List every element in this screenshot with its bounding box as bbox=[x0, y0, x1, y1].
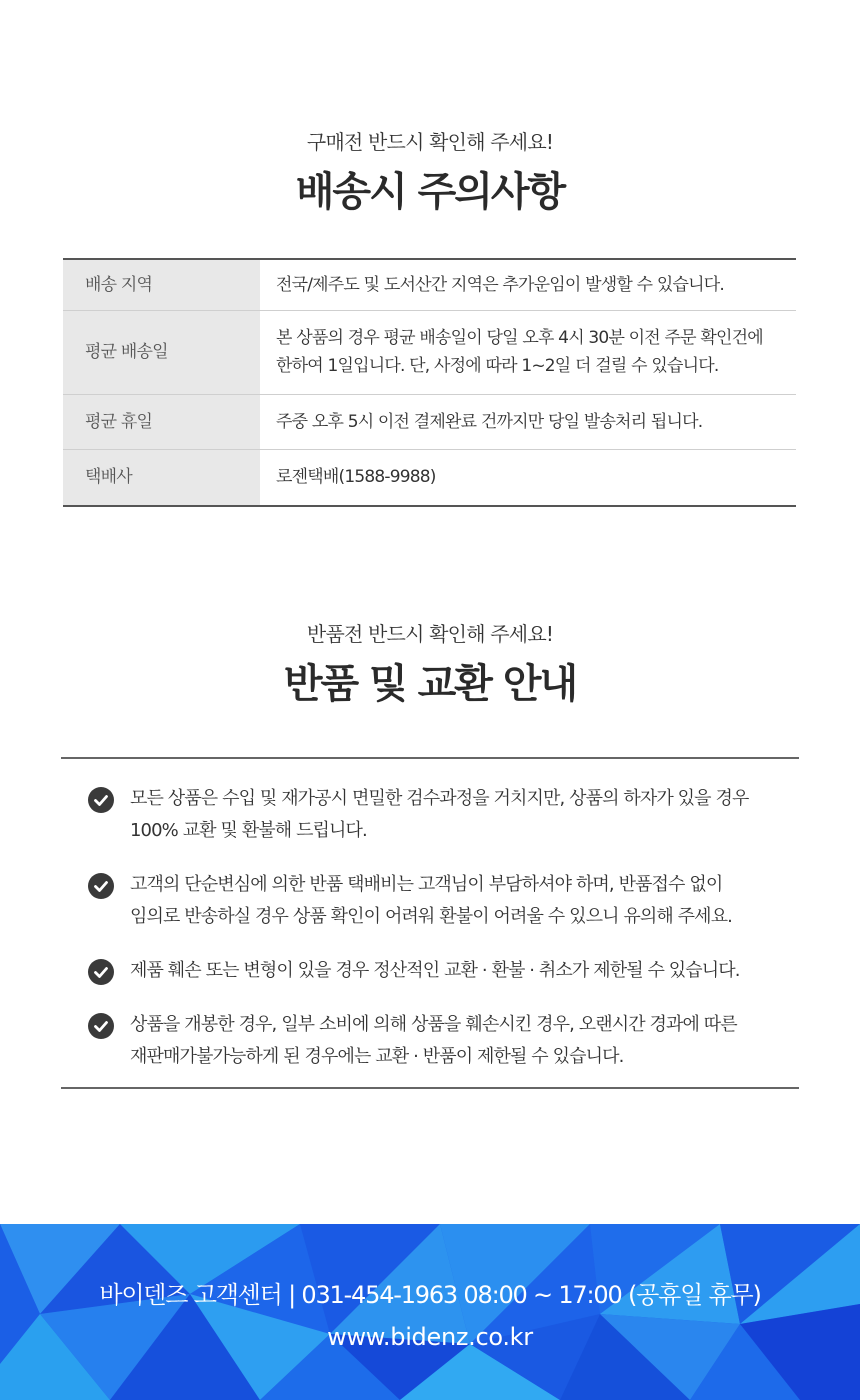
list-item-text: 고객의 단순변심에 의한 반품 택배비는 고객님이 부담하셔야 하며, 반품접수 없이 임의로 반송하실 경우 상품 확인이 어려워 환불이 어려울 수 있으니 유의해 주세요. bbox=[130, 874, 732, 927]
row-value: 주중 오후 5시 이전 결제완료 건까지만 당일 발송처리 됩니다. bbox=[260, 394, 796, 449]
website-url[interactable]: www.bidenz.co.kr bbox=[327, 1323, 533, 1351]
list-item-text: 상품을 개봉한 경우, 일부 소비에 의해 상품을 훼손시킨 경우, 오랜시간 경과에 따른 재판매가불가능하게 된 경우에는 교환 · 반품이 제한될 수 있습니다. bbox=[130, 1014, 737, 1067]
check-circle-icon bbox=[88, 873, 114, 899]
returns-list bbox=[61, 757, 799, 1089]
shipping-heading bbox=[0, 128, 860, 220]
returns-title: 반품 및 교환 안내 bbox=[283, 661, 577, 707]
table-row bbox=[63, 449, 796, 506]
row-label: 배송 지역 bbox=[63, 259, 260, 310]
shipping-info-table bbox=[63, 258, 796, 507]
polygon-background bbox=[0, 1224, 860, 1400]
row-label: 평균 배송일 bbox=[63, 310, 260, 394]
list-item bbox=[61, 869, 799, 933]
row-value: 전국/제주도 및 도서산간 지역은 추가운임이 발생할 수 있습니다. bbox=[276, 274, 724, 295]
row-value: 본 상품의 경우 평균 배송일이 당일 오후 4시 30분 이전 주문 확인건에 한하여 1일입니다. 단, 사정에 따라 1~2일 더 걸릴 수 있습니다. bbox=[260, 310, 796, 394]
returns-heading bbox=[0, 620, 860, 712]
list-item-text: 제품 훼손 또는 변형이 있을 경우 정산적인 교환 · 환불 · 취소가 제한될 수 있습니다. bbox=[130, 960, 740, 981]
list-item bbox=[61, 955, 799, 987]
shipping-kicker: 구매전 반드시 확인해 주세요! bbox=[306, 130, 554, 154]
list-item bbox=[61, 783, 799, 847]
row-value: 로젠택배(1588-9988) bbox=[260, 449, 796, 506]
check-circle-icon bbox=[88, 1013, 114, 1039]
returns-kicker: 반품전 반드시 확인해 주세요! bbox=[306, 622, 554, 646]
row-label: 평균 휴일 bbox=[63, 394, 260, 449]
table-row bbox=[63, 310, 796, 394]
list-item-text: 모든 상품은 수입 및 재가공시 면밀한 검수과정을 거치지만, 상품의 하자가 있을 경우 100% 교환 및 환불해 드립니다. bbox=[130, 788, 749, 841]
shipping-title: 배송시 주의사항 bbox=[295, 169, 565, 215]
customer-center-banner bbox=[0, 1224, 860, 1400]
check-circle-icon bbox=[88, 959, 114, 985]
table-row bbox=[63, 259, 796, 310]
row-label: 택배사 bbox=[63, 449, 260, 506]
list-item bbox=[61, 1009, 799, 1073]
check-circle-icon bbox=[88, 787, 114, 813]
table-row bbox=[63, 394, 796, 449]
customer-center-info: 바이덴즈 고객센터 | 031-454-1963 08:00 ~ 17:00 (공휴일 휴무) bbox=[99, 1281, 761, 1309]
